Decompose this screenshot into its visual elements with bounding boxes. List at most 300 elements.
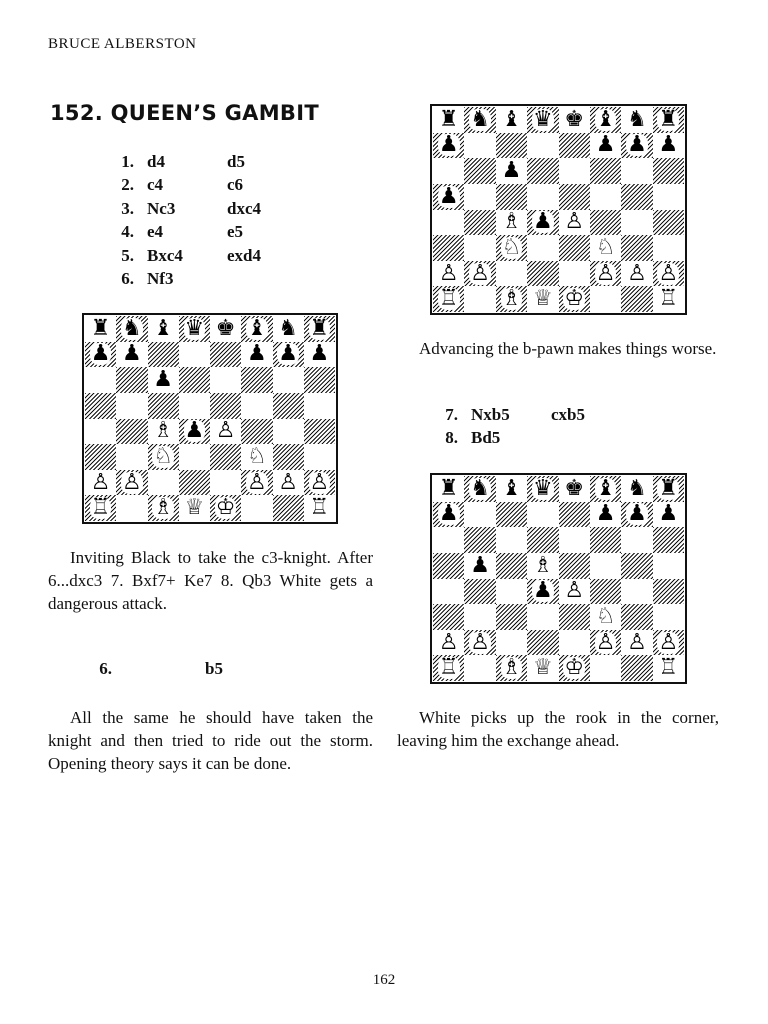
board-square bbox=[433, 553, 464, 579]
black-pawn-icon: ♟ bbox=[627, 501, 647, 527]
black-bishop-icon: ♝ bbox=[501, 476, 522, 501]
move-number: 1. bbox=[121, 152, 134, 171]
board-square bbox=[559, 184, 590, 210]
black-move: c6 bbox=[227, 175, 244, 195]
board-square bbox=[464, 502, 495, 528]
board-square bbox=[527, 502, 558, 528]
board-square bbox=[433, 210, 464, 236]
board-square bbox=[621, 527, 652, 553]
board-square bbox=[621, 158, 652, 184]
board-square bbox=[304, 470, 335, 496]
white-knight-icon: ♘ bbox=[247, 444, 267, 469]
board-square bbox=[527, 630, 558, 656]
board-square bbox=[653, 476, 684, 502]
board-square bbox=[241, 470, 272, 496]
white-king-icon: ♔ bbox=[564, 655, 585, 681]
board-square bbox=[116, 316, 147, 342]
black-knight-icon: ♞ bbox=[627, 476, 647, 501]
board-square bbox=[433, 184, 464, 210]
black-move: cxb5 bbox=[551, 405, 585, 424]
board-square bbox=[653, 158, 684, 184]
running-head: BRUCE ALBERSTON bbox=[48, 36, 197, 52]
paragraph-4-text: White picks up the rook in the corner, leaving him the exchange ahead. bbox=[397, 708, 719, 750]
black-pawn-icon: ♟ bbox=[532, 578, 553, 604]
white-queen-icon: ♕ bbox=[532, 286, 553, 312]
board-square bbox=[148, 419, 179, 445]
board-square bbox=[273, 495, 304, 521]
board-square bbox=[433, 630, 464, 656]
board-square bbox=[116, 419, 147, 445]
board-square bbox=[621, 579, 652, 605]
board-square bbox=[116, 444, 147, 470]
board-square bbox=[148, 342, 179, 368]
board-square bbox=[621, 107, 652, 133]
black-pawn-icon: ♟ bbox=[438, 501, 459, 527]
board-square bbox=[559, 630, 590, 656]
board-square bbox=[527, 655, 558, 681]
white-move: c4 bbox=[147, 175, 164, 195]
black-queen-icon: ♛ bbox=[532, 476, 553, 501]
move-number: 8. bbox=[445, 428, 458, 448]
white-pawn-icon: ♙ bbox=[627, 629, 647, 655]
board-square bbox=[527, 107, 558, 133]
board-square bbox=[433, 133, 464, 159]
black-knight-icon: ♞ bbox=[627, 107, 647, 132]
board-square bbox=[653, 527, 684, 553]
white-pawn-icon: ♙ bbox=[122, 469, 142, 495]
board-square bbox=[496, 184, 527, 210]
board-square bbox=[621, 235, 652, 261]
black-pawn-icon: ♟ bbox=[658, 132, 679, 158]
black-bishop-icon: ♝ bbox=[247, 316, 267, 341]
board-square bbox=[273, 419, 304, 445]
board-square bbox=[653, 604, 684, 630]
board-square bbox=[464, 235, 495, 261]
board-square bbox=[464, 184, 495, 210]
black-pawn-icon: ♟ bbox=[184, 418, 205, 444]
board-square bbox=[116, 495, 147, 521]
board-square bbox=[464, 630, 495, 656]
board-square bbox=[85, 316, 116, 342]
board-square bbox=[559, 133, 590, 159]
white-bishop-icon: ♗ bbox=[153, 418, 173, 444]
board-square bbox=[116, 393, 147, 419]
paragraph-1-text: Inviting Black to take the c3-knight. After 6...dxc3 7. Bxf7+ Ke7 8. Qb3 White gets a dangerous attack. bbox=[48, 548, 373, 613]
board-square bbox=[179, 316, 210, 342]
board-square bbox=[496, 527, 527, 553]
board-square bbox=[304, 393, 335, 419]
board-square bbox=[464, 655, 495, 681]
white-king-icon: ♔ bbox=[564, 286, 585, 312]
board-square bbox=[464, 527, 495, 553]
board-square bbox=[496, 579, 527, 605]
board-square bbox=[559, 286, 590, 312]
board-square bbox=[85, 444, 116, 470]
board-square bbox=[273, 470, 304, 496]
black-pawn-icon: ♟ bbox=[153, 367, 173, 393]
board-square bbox=[621, 604, 652, 630]
white-rook-icon: ♖ bbox=[90, 495, 111, 521]
black-rook-icon: ♜ bbox=[309, 316, 330, 341]
white-pawn-icon: ♙ bbox=[658, 260, 679, 286]
move-number: 3. bbox=[121, 198, 134, 218]
board-square bbox=[116, 342, 147, 368]
black-queen-icon: ♛ bbox=[184, 316, 205, 341]
board-square bbox=[148, 470, 179, 496]
black-pawn-icon: ♟ bbox=[627, 132, 647, 158]
black-pawn-icon: ♟ bbox=[278, 341, 298, 367]
white-pawn-icon: ♙ bbox=[564, 578, 585, 604]
white-bishop-icon: ♗ bbox=[532, 552, 553, 578]
board-square bbox=[527, 527, 558, 553]
board-square bbox=[590, 261, 621, 287]
board-square bbox=[527, 158, 558, 184]
black-pawn-icon: ♟ bbox=[122, 341, 142, 367]
board-square bbox=[464, 210, 495, 236]
board-square bbox=[621, 476, 652, 502]
board-square bbox=[210, 470, 241, 496]
black-pawn-icon: ♟ bbox=[595, 501, 616, 527]
board-square bbox=[433, 655, 464, 681]
board-square bbox=[559, 502, 590, 528]
board-square bbox=[433, 604, 464, 630]
board-square bbox=[527, 604, 558, 630]
black-pawn-icon: ♟ bbox=[470, 552, 490, 578]
white-pawn-icon: ♙ bbox=[215, 418, 236, 444]
black-rook-icon: ♜ bbox=[658, 107, 679, 132]
black-pawn-icon: ♟ bbox=[247, 341, 267, 367]
board-square bbox=[621, 184, 652, 210]
board-square bbox=[496, 476, 527, 502]
board-square bbox=[590, 579, 621, 605]
board-square bbox=[464, 158, 495, 184]
board-square bbox=[304, 444, 335, 470]
board-square bbox=[496, 630, 527, 656]
white-queen-icon: ♕ bbox=[532, 655, 553, 681]
board-square bbox=[590, 527, 621, 553]
board-square bbox=[433, 286, 464, 312]
board-square bbox=[210, 393, 241, 419]
board-square bbox=[527, 476, 558, 502]
board-square bbox=[590, 630, 621, 656]
board-square bbox=[527, 579, 558, 605]
board-square bbox=[621, 502, 652, 528]
white-bishop-icon: ♗ bbox=[501, 209, 522, 235]
board-square bbox=[653, 655, 684, 681]
board-square bbox=[496, 133, 527, 159]
board-square bbox=[464, 476, 495, 502]
paragraph-3-text: Advancing the b-pawn makes things worse. bbox=[419, 339, 717, 358]
board-square bbox=[273, 342, 304, 368]
board-square bbox=[273, 367, 304, 393]
paragraph-2 bbox=[48, 706, 373, 775]
board-square bbox=[496, 261, 527, 287]
board-square bbox=[559, 527, 590, 553]
page-number: 162 bbox=[372, 972, 396, 988]
board-square bbox=[496, 502, 527, 528]
move-number: 6. bbox=[121, 268, 134, 288]
board-square bbox=[433, 502, 464, 528]
black-bishop-icon: ♝ bbox=[595, 107, 616, 132]
black-king-icon: ♚ bbox=[564, 476, 585, 501]
board-square bbox=[464, 286, 495, 312]
black-pawn-icon: ♟ bbox=[595, 132, 616, 158]
board-square bbox=[527, 133, 558, 159]
board-square bbox=[273, 316, 304, 342]
black-pawn-icon: ♟ bbox=[438, 132, 459, 158]
board-square bbox=[590, 476, 621, 502]
board-square bbox=[464, 261, 495, 287]
board-square bbox=[85, 393, 116, 419]
board-square bbox=[653, 630, 684, 656]
white-knight-icon: ♘ bbox=[595, 604, 616, 629]
black-move: d5 bbox=[227, 152, 245, 171]
board-square bbox=[116, 470, 147, 496]
white-pawn-icon: ♙ bbox=[309, 469, 330, 495]
move-number: 7. bbox=[445, 405, 458, 424]
board-square bbox=[496, 553, 527, 579]
black-king-icon: ♚ bbox=[564, 107, 585, 132]
board-square bbox=[241, 444, 272, 470]
white-rook-icon: ♖ bbox=[309, 495, 330, 521]
board-square bbox=[590, 184, 621, 210]
white-bishop-icon: ♗ bbox=[501, 286, 522, 312]
black-knight-icon: ♞ bbox=[122, 316, 142, 341]
white-pawn-icon: ♙ bbox=[90, 469, 111, 495]
board-square bbox=[527, 553, 558, 579]
board-square bbox=[653, 210, 684, 236]
board-square bbox=[559, 553, 590, 579]
black-rook-icon: ♜ bbox=[90, 316, 111, 341]
board-square bbox=[148, 316, 179, 342]
board-square bbox=[85, 470, 116, 496]
board-square bbox=[210, 419, 241, 445]
board-square bbox=[590, 655, 621, 681]
black-pawn-icon: ♟ bbox=[438, 183, 459, 209]
black-move: exd4 bbox=[227, 245, 261, 265]
board-square bbox=[653, 286, 684, 312]
black-knight-icon: ♞ bbox=[278, 316, 298, 341]
board-square bbox=[653, 133, 684, 159]
board-square bbox=[590, 133, 621, 159]
board-square bbox=[179, 342, 210, 368]
board-square bbox=[621, 286, 652, 312]
move-number: 5. bbox=[121, 245, 134, 265]
board-square bbox=[241, 393, 272, 419]
black-rook-icon: ♜ bbox=[438, 476, 459, 501]
board-square bbox=[496, 286, 527, 312]
board-square bbox=[496, 655, 527, 681]
board-square bbox=[621, 210, 652, 236]
board-square bbox=[653, 107, 684, 133]
board-square bbox=[559, 261, 590, 287]
white-pawn-icon: ♙ bbox=[658, 629, 679, 655]
white-move: Nf3 bbox=[147, 268, 174, 288]
board-square bbox=[241, 419, 272, 445]
white-move: Nc3 bbox=[147, 198, 176, 218]
board-square bbox=[590, 235, 621, 261]
board-square bbox=[179, 393, 210, 419]
board-square bbox=[464, 604, 495, 630]
board-square bbox=[433, 235, 464, 261]
board-square bbox=[433, 579, 464, 605]
board-square bbox=[304, 419, 335, 445]
white-move: Nxb5 bbox=[471, 405, 510, 424]
white-knight-icon: ♘ bbox=[153, 444, 173, 469]
white-pawn-icon: ♙ bbox=[564, 209, 585, 235]
board-square bbox=[559, 655, 590, 681]
board-square bbox=[210, 316, 241, 342]
chess-diagram-1 bbox=[82, 313, 338, 524]
move-number: 2. bbox=[121, 175, 134, 195]
white-king-icon: ♔ bbox=[215, 495, 236, 521]
chess-diagram-2 bbox=[430, 104, 687, 315]
board-square bbox=[116, 367, 147, 393]
board-square bbox=[590, 604, 621, 630]
white-rook-icon: ♖ bbox=[658, 286, 679, 312]
board-square bbox=[85, 419, 116, 445]
board-square bbox=[179, 367, 210, 393]
white-bishop-icon: ♗ bbox=[501, 655, 522, 681]
white-bishop-icon: ♗ bbox=[153, 495, 173, 521]
board-square bbox=[433, 158, 464, 184]
board-square bbox=[241, 495, 272, 521]
board-square bbox=[653, 184, 684, 210]
paragraph-1 bbox=[48, 546, 373, 615]
black-move: dxc4 bbox=[227, 198, 261, 218]
chapter-title: 152. QUEEN’S GAMBIT bbox=[50, 101, 319, 125]
board-square bbox=[85, 342, 116, 368]
board-square bbox=[496, 158, 527, 184]
board-square bbox=[527, 210, 558, 236]
board-square bbox=[527, 261, 558, 287]
board-square bbox=[621, 261, 652, 287]
board-square bbox=[304, 316, 335, 342]
white-pawn-icon: ♙ bbox=[438, 260, 459, 286]
board-square bbox=[148, 367, 179, 393]
white-pawn-icon: ♙ bbox=[627, 260, 647, 286]
white-knight-icon: ♘ bbox=[501, 235, 522, 260]
board-square bbox=[653, 261, 684, 287]
board-square bbox=[464, 579, 495, 605]
board-square bbox=[241, 367, 272, 393]
paragraph-4 bbox=[397, 706, 719, 752]
board-square bbox=[241, 316, 272, 342]
board-square bbox=[496, 107, 527, 133]
board-square bbox=[179, 419, 210, 445]
black-pawn-icon: ♟ bbox=[309, 341, 330, 367]
white-pawn-icon: ♙ bbox=[595, 260, 616, 286]
board-square bbox=[85, 367, 116, 393]
white-move: e4 bbox=[147, 222, 164, 242]
white-queen-icon: ♕ bbox=[184, 495, 205, 521]
white-rook-icon: ♖ bbox=[438, 655, 459, 681]
board-square bbox=[210, 444, 241, 470]
board-square bbox=[148, 393, 179, 419]
white-pawn-icon: ♙ bbox=[278, 469, 298, 495]
board-square bbox=[590, 286, 621, 312]
board-square bbox=[304, 342, 335, 368]
black-move: b5 bbox=[205, 659, 223, 678]
board-square bbox=[653, 553, 684, 579]
white-move: Bd5 bbox=[471, 428, 501, 448]
board-square bbox=[527, 286, 558, 312]
black-pawn-icon: ♟ bbox=[658, 501, 679, 527]
board-square bbox=[433, 476, 464, 502]
white-pawn-icon: ♙ bbox=[247, 469, 267, 495]
board-square bbox=[241, 342, 272, 368]
move-number: 4. bbox=[121, 222, 134, 242]
board-square bbox=[527, 184, 558, 210]
board-square bbox=[179, 444, 210, 470]
black-pawn-icon: ♟ bbox=[501, 158, 522, 184]
black-king-icon: ♚ bbox=[215, 316, 236, 341]
white-move: d4 bbox=[147, 152, 165, 171]
board-square bbox=[464, 107, 495, 133]
black-knight-icon: ♞ bbox=[470, 107, 490, 132]
board-square bbox=[621, 630, 652, 656]
black-queen-icon: ♛ bbox=[532, 107, 553, 132]
black-bishop-icon: ♝ bbox=[595, 476, 616, 501]
black-knight-icon: ♞ bbox=[470, 476, 490, 501]
board-square bbox=[590, 210, 621, 236]
white-rook-icon: ♖ bbox=[658, 655, 679, 681]
board-square bbox=[273, 393, 304, 419]
board-square bbox=[559, 107, 590, 133]
board-square bbox=[433, 527, 464, 553]
board-square bbox=[464, 133, 495, 159]
paragraph-2-text: All the same he should have taken the knight and then tried to ride out the storm. Opening theory says it can be done. bbox=[48, 708, 373, 773]
board-square bbox=[621, 133, 652, 159]
white-pawn-icon: ♙ bbox=[470, 629, 490, 655]
board-square bbox=[527, 235, 558, 261]
board-square bbox=[496, 604, 527, 630]
board-square bbox=[148, 444, 179, 470]
board-square bbox=[179, 470, 210, 496]
board-square bbox=[273, 444, 304, 470]
board-square bbox=[496, 210, 527, 236]
paragraph-3 bbox=[397, 337, 719, 360]
white-pawn-icon: ♙ bbox=[595, 629, 616, 655]
board-square bbox=[590, 158, 621, 184]
chess-diagram-3 bbox=[430, 473, 687, 684]
board-square bbox=[621, 655, 652, 681]
board-square bbox=[496, 235, 527, 261]
white-knight-icon: ♘ bbox=[595, 235, 616, 260]
board-square bbox=[85, 495, 116, 521]
black-pawn-icon: ♟ bbox=[532, 209, 553, 235]
board-square bbox=[559, 579, 590, 605]
board-square bbox=[210, 367, 241, 393]
board-square bbox=[559, 604, 590, 630]
board-square bbox=[590, 553, 621, 579]
black-pawn-icon: ♟ bbox=[90, 341, 111, 367]
move-number: 6. bbox=[99, 659, 112, 678]
board-square bbox=[559, 210, 590, 236]
board-square bbox=[210, 342, 241, 368]
board-square bbox=[210, 495, 241, 521]
board-square bbox=[304, 495, 335, 521]
board-square bbox=[559, 235, 590, 261]
board-square bbox=[621, 553, 652, 579]
white-pawn-icon: ♙ bbox=[470, 260, 490, 286]
black-rook-icon: ♜ bbox=[438, 107, 459, 132]
black-bishop-icon: ♝ bbox=[501, 107, 522, 132]
board-square bbox=[464, 553, 495, 579]
board-square bbox=[590, 107, 621, 133]
board-square bbox=[559, 476, 590, 502]
board-square bbox=[559, 158, 590, 184]
